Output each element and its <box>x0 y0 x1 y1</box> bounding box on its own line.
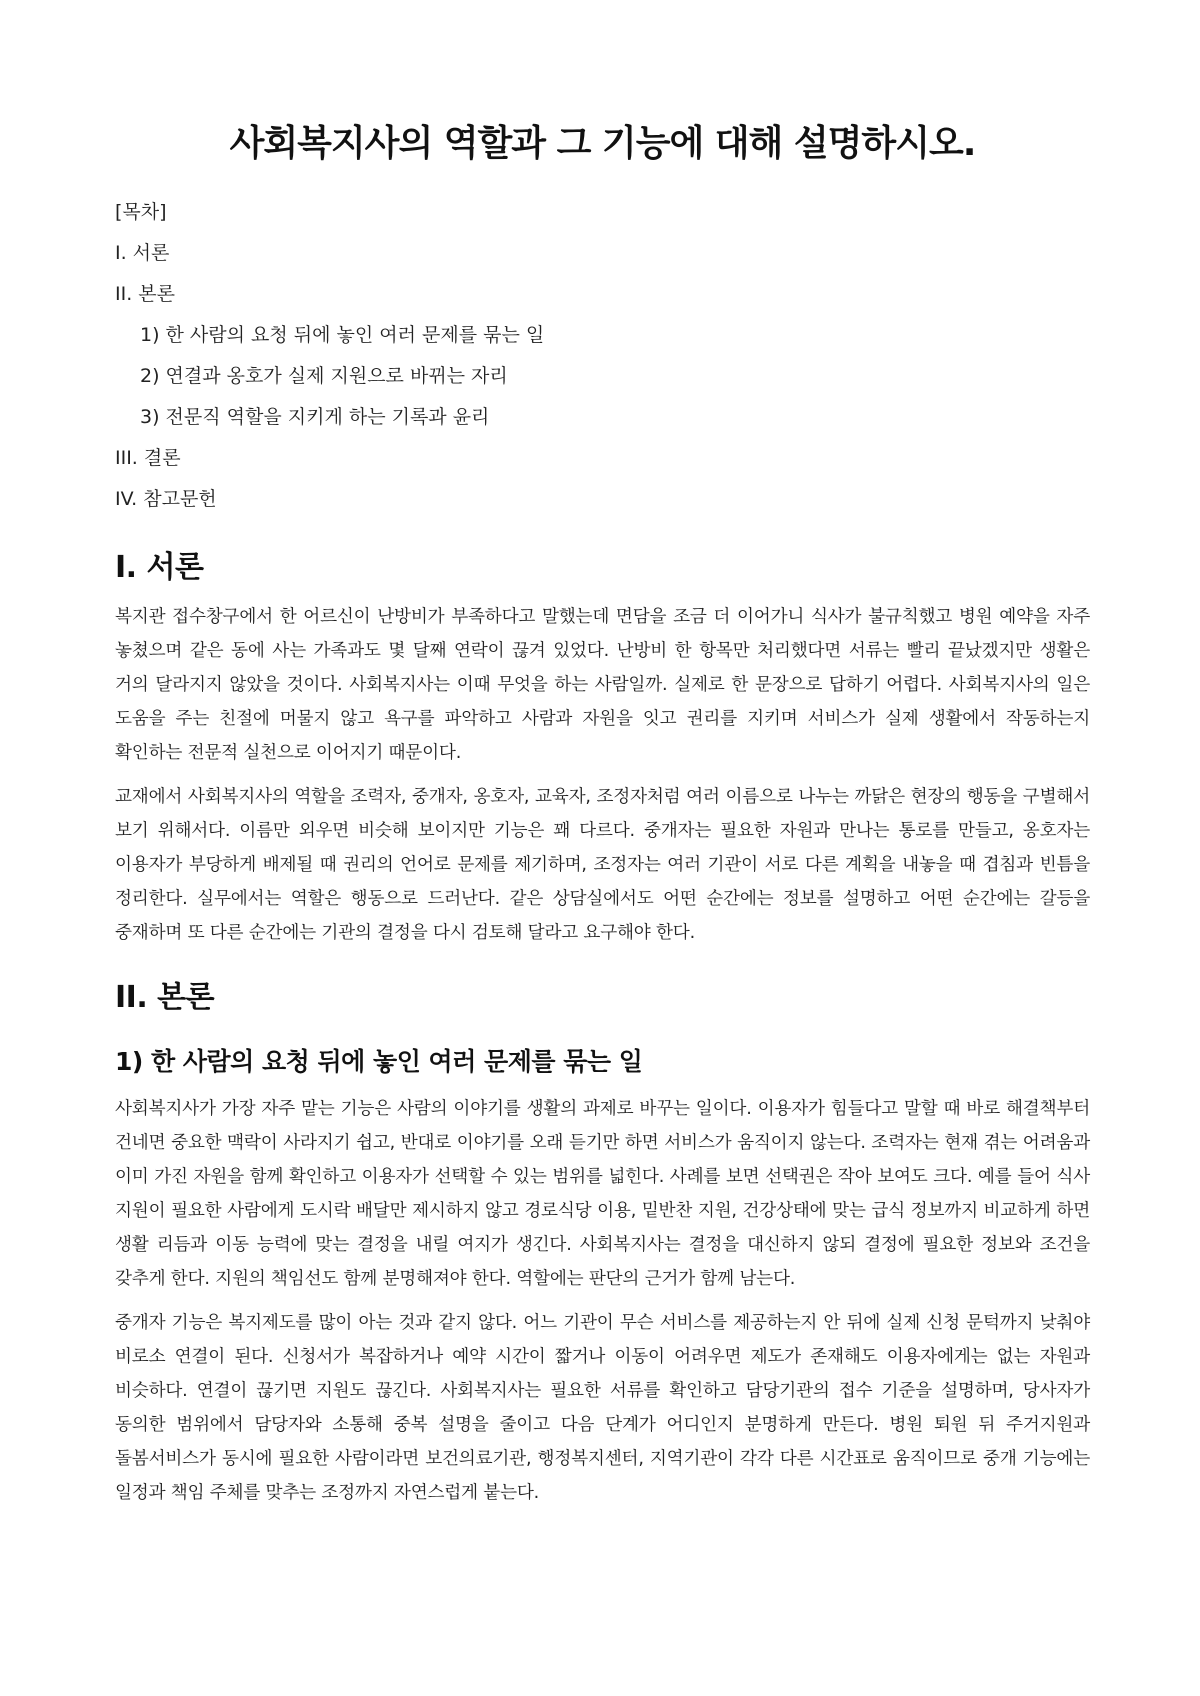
toc-item-body: II. 본론 <box>115 283 175 305</box>
toc-heading: [목차] <box>115 201 167 223</box>
toc-item-intro: I. 서론 <box>115 242 170 264</box>
section-intro <box>115 546 1090 950</box>
paragraph: 중개자 기능은 복지제도를 많이 아는 것과 같지 않다. 어느 기관이 무슨 서비스를 제공하는지 안 뒤에 실제 신청 문턱까지 낮춰야 비로소 연결이 된다. 신청서가 복잡하거나 예약 시간이 짧거나 이동이 어려우면 제도가 존재해도 이용자에게는 없는 자원과 비슷하다. 연결이 끊기면 지원도 끊긴다. 사회복지사는 필요한 서류를 확인하고 담당기관의 접수 기준을 설명하며, 당사자가 동의한 범위에서 담당자와 소통해 중복 설명을 줄이고 다음 단계가 어디인지 분명하게 만든다. 병원 퇴원 뒤 주거지원과 돌봄서비스가 동시에 필요한 사람이라면 보건의료기관, 행정복지센터, 지역기관이 각각 다른 시간표로 움직이므로 중개 기능에는 일정과 책임 주체를 맞추는 조정까지 자연스럽게 붙는다. <box>115 1313 1090 1503</box>
paragraph: 사회복지사가 가장 자주 맡는 기능은 사람의 이야기를 생활의 과제로 바꾸는 일이다. 이용자가 힘들다고 말할 때 바로 해결책부터 건네면 중요한 맥락이 사라지기 쉽고, 반대로 이야기를 오래 듣기만 하면 서비스가 움직이지 않는다. 조력자는 현재 겪는 어려움과 이미 가진 자원을 함께 확인하고 이용자가 선택할 수 있는 범위를 넓힌다. 사례를 보면 선택권은 작아 보여도 크다. 예를 들어 식사 지원이 필요한 사람에게 도시락 배달만 제시하지 않고 경로식당 이용, 밑반찬 지원, 건강상태에 맞는 급식 정보까지 비교하게 하면 생활 리듬과 이동 능력에 맞는 결정을 내릴 여지가 생긴다. 사회복지사는 결정을 대신하지 않되 결정에 필요한 정보와 조건을 갖추게 한다. 지원의 책임선도 함께 분명해져야 한다. 역할에는 판단의 근거가 함께 남는다. <box>115 1099 1090 1289</box>
paragraph: 복지관 접수창구에서 한 어르신이 난방비가 부족하다고 말했는데 면담을 조금 더 이어가니 식사가 불규칙했고 병원 예약을 자주 놓쳤으며 같은 동에 사는 가족과도 몇 달째 연락이 끊겨 있었다. 난방비 한 항목만 처리했다면 서류는 빨리 끝났겠지만 생활은 거의 달라지지 않았을 것이다. 사회복지사는 이때 무엇을 하는 사람일까. 실제로 한 문장으로 답하기 어렵다. 사회복지사의 일은 도움을 주는 친절에 머물지 않고 욕구를 파악하고 사람과 자원을 잇고 권리를 지키며 서비스가 실제 생활에서 작동하는지 확인하는 전문적 실천으로 이어지기 때문이다. <box>115 607 1090 763</box>
document-page <box>115 0 1090 1520</box>
toc-item-body-1: 1) 한 사람의 요청 뒤에 놓인 여러 문제를 묶는 일 <box>140 324 545 346</box>
toc-item-body-2: 2) 연결과 옹호가 실제 지원으로 바뀌는 자리 <box>140 365 508 387</box>
section-heading-body: II. 본론 <box>115 980 215 1015</box>
section-heading-intro: I. 서론 <box>115 550 204 585</box>
table-of-contents <box>115 192 1090 520</box>
section-body <box>115 976 1090 1510</box>
toc-item-references: IV. 참고문헌 <box>115 488 217 510</box>
toc-item-body-3: 3) 전문직 역할을 지키게 하는 기록과 윤리 <box>140 406 490 428</box>
toc-item-conclusion: III. 결론 <box>115 447 181 469</box>
paragraph: 교재에서 사회복지사의 역할을 조력자, 중개자, 옹호자, 교육자, 조정자처럼 여러 이름으로 나누는 까닭은 현장의 행동을 구별해서 보기 위해서다. 이름만 외우면 비슷해 보이지만 기능은 꽤 다르다. 중개자는 필요한 자원과 만나는 통로를 만들고, 옹호자는 이용자가 부당하게 배제될 때 권리의 언어로 문제를 제기하며, 조정자는 여러 기관이 서로 다른 계획을 내놓을 때 겹침과 빈틈을 정리한다. 실무에서는 역할은 행동으로 드러난다. 같은 상담실에서도 어떤 순간에는 정보를 설명하고 어떤 순간에는 갈등을 중재하며 또 다른 순간에는 기관의 결정을 다시 검토해 달라고 요구해야 한다. <box>115 787 1090 943</box>
subsection-heading-1: 1) 한 사람의 요청 뒤에 놓인 여러 문제를 묶는 일 <box>115 1047 643 1076</box>
document-title: 사회복지사의 역할과 그 기능에 대해 설명하시오. <box>229 123 976 164</box>
